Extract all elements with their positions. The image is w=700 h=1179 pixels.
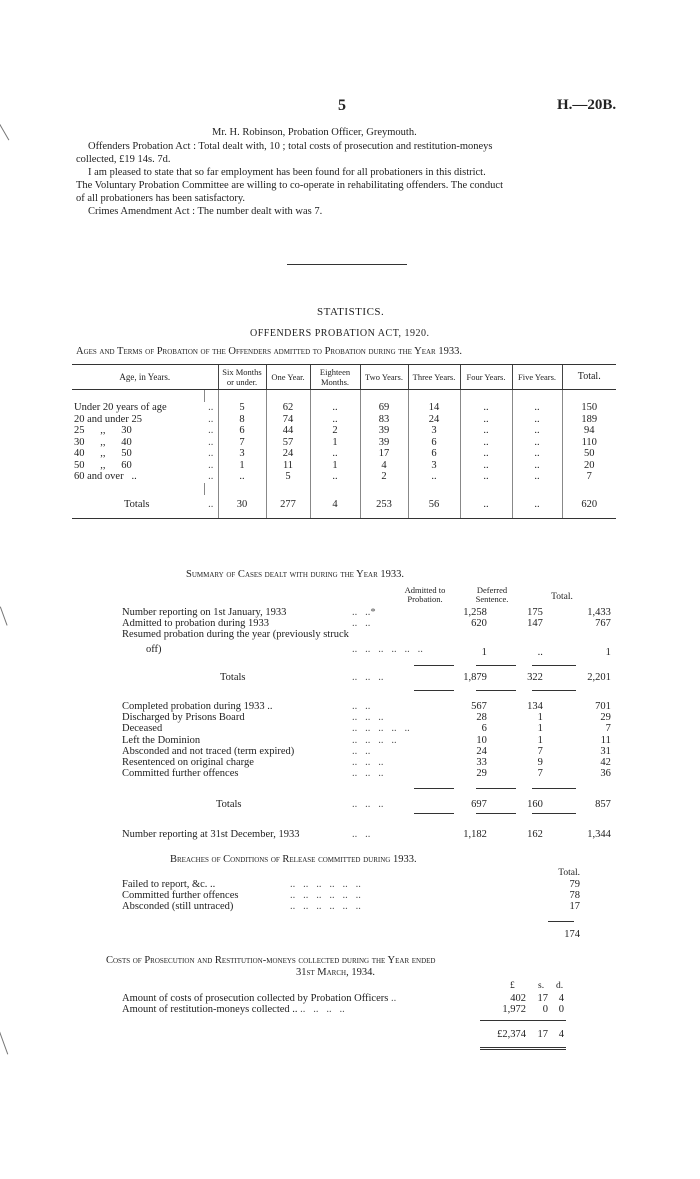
cell: 162 (527, 828, 543, 840)
cell: 33 (476, 757, 487, 769)
cell: 29 (476, 768, 487, 780)
table-row (72, 471, 616, 483)
row-label: Committed further offences (122, 768, 239, 780)
col-header-deferred: Deferred Sentence. (475, 585, 509, 604)
cell: 5 (218, 402, 266, 414)
cell: 1 (481, 646, 487, 658)
cell: 62 (266, 402, 310, 414)
cell: 322 (527, 671, 543, 683)
costs-title: Costs of Prosecution and Restitution-moneys collected during the Year ended (106, 955, 436, 966)
cell: 697 (471, 799, 487, 811)
document-reference: H.—20B. (557, 97, 617, 113)
cell: 767 (595, 618, 611, 630)
table-row (122, 829, 621, 840)
costs-rule (480, 1047, 566, 1048)
col-header-shillings: s. (538, 981, 545, 991)
row-label: Absconded and not traced (term expired) (122, 745, 295, 757)
cell: .. (460, 414, 512, 426)
row-label: Resumed probation during the year (previously struck (122, 629, 349, 641)
cell: 0 (558, 1004, 564, 1016)
cell: .. (208, 459, 214, 471)
cell: 857 (595, 799, 611, 811)
cell: .. (310, 402, 360, 414)
cell: 79 (569, 879, 580, 890)
cell: 24 (266, 448, 310, 460)
col-header: One Year. (266, 365, 310, 390)
breaches-total: 174 (564, 929, 580, 940)
cell: 14 (408, 402, 460, 414)
row-label: Left the Dominion (122, 734, 201, 746)
col-header: Three Years. (408, 365, 460, 390)
leader-dots: .. .. .. (352, 768, 384, 780)
row-label: Totals (220, 671, 246, 683)
cell: .. (512, 448, 562, 460)
row-label: Number reporting on 1st January, 1933 (122, 607, 287, 618)
cell: 57 (266, 437, 310, 449)
cell: Totals (72, 495, 204, 519)
cell: 110 (562, 437, 616, 449)
table-row (122, 712, 621, 723)
cell: .. (537, 646, 543, 658)
cell: 50 (562, 448, 616, 460)
table-row (72, 414, 616, 426)
row-label: Discharged by Prisons Board (122, 712, 245, 724)
margin-mark (0, 1030, 14, 1055)
cell: 94 (562, 425, 616, 437)
row-label-text: off) (146, 643, 162, 655)
cell: 6 (218, 425, 266, 437)
leader-dots: .. .. (352, 701, 371, 713)
table-row (122, 701, 621, 712)
cell: 0 (542, 1004, 548, 1016)
cell: 69 (360, 402, 408, 414)
cell: 175 (527, 607, 543, 618)
cell: £2,374 (497, 1029, 526, 1041)
row-label (122, 641, 352, 658)
cell: 189 (562, 414, 616, 426)
cell: 10 (476, 734, 487, 746)
cell: 78 (569, 890, 580, 902)
cell: Under 20 years of age (74, 402, 167, 413)
row-label: Committed further offences (122, 890, 239, 902)
cell: 1 (537, 723, 543, 735)
col-header-admitted: Admitted to Probation. (404, 585, 446, 604)
cell: 6 (408, 437, 460, 449)
leader-dots: .. .. .. .. (352, 734, 397, 746)
cell: 24 (408, 414, 460, 426)
cell: 39 (360, 437, 408, 449)
row-label: Absconded (still untraced) (122, 901, 234, 913)
cell: .. (208, 436, 214, 448)
cell: 44 (266, 425, 310, 437)
cell: 567 (471, 701, 487, 713)
cell: 160 (527, 799, 543, 811)
act-heading: OFFENDERS PROBATION ACT, 1920. (250, 328, 430, 339)
leader-dots: .. .. .. .. .. .. (290, 879, 361, 890)
col-header: Six Months or under. (218, 365, 266, 390)
cell: 1,182 (463, 828, 487, 840)
cell: 17 (569, 901, 580, 913)
table-row (122, 629, 621, 640)
cell: 1 (218, 460, 266, 472)
cell: 29 (600, 712, 611, 724)
cell: 3 (408, 460, 460, 472)
costs-rule (480, 1020, 566, 1021)
cell: 42 (600, 757, 611, 769)
cell: 7 (218, 437, 266, 449)
cell: 4 (558, 1029, 564, 1041)
table-row (72, 402, 616, 414)
table-row (122, 993, 564, 1004)
leader-dots: .. .. .. (352, 757, 384, 769)
col-header: Two Years. (360, 365, 408, 390)
page-number: 5 (338, 97, 346, 114)
intro-line: Crimes Amendment Act : The number dealt with was 7. (88, 206, 323, 217)
cell: 1,344 (587, 828, 611, 840)
cell: 402 (510, 993, 526, 1004)
cell: .. (460, 425, 512, 437)
cell: 31 (600, 745, 611, 757)
cell: 1 (310, 437, 360, 449)
cell: 9 (537, 757, 543, 769)
table-row (122, 879, 580, 890)
cell: 24 (476, 745, 487, 757)
table-row (122, 746, 621, 757)
cell: .. (208, 471, 214, 482)
breaches-table (122, 879, 580, 913)
cell: 60 and over .. (74, 471, 137, 482)
col-header: Total. (562, 365, 616, 390)
row-label: Failed to report, &c. .. (122, 879, 216, 890)
table-row (122, 607, 621, 618)
cell: .. (460, 448, 512, 460)
cell: 7 (537, 768, 543, 780)
costs-rule (480, 1049, 566, 1050)
leader-dots: .. .. .. (352, 799, 384, 811)
row-label (122, 1004, 472, 1015)
cell: 253 (360, 495, 408, 519)
cell: .. (218, 471, 266, 483)
cell: 6 (408, 448, 460, 460)
col-header: Eighteen Months. (310, 365, 360, 390)
cell: 28 (476, 712, 487, 724)
cell: 25 ,, 30 (74, 425, 132, 436)
cell: .. (310, 448, 360, 460)
ages-table (72, 364, 616, 519)
cell: 83 (360, 414, 408, 426)
cell: 3 (218, 448, 266, 460)
cell: 40 ,, 50 (74, 448, 132, 459)
cell: .. (408, 471, 460, 483)
leader-dots: .. ..* (352, 607, 376, 618)
cell: .. (512, 471, 562, 483)
cell: 4 (310, 495, 360, 519)
row-label (122, 993, 472, 1004)
costs-title-line2: 31st March, 1934. (296, 967, 375, 978)
totals-row (122, 672, 621, 683)
leader-dots: .. .. .. .. (300, 1004, 345, 1016)
cell: 30 (218, 495, 266, 519)
cell: 1 (537, 712, 543, 724)
leader-dots: .. .. .. .. .. (352, 723, 410, 735)
table-row (122, 890, 580, 901)
cell: 134 (527, 701, 543, 713)
cell: 11 (600, 734, 611, 746)
row-label: Deceased (122, 723, 163, 735)
cell (551, 629, 621, 640)
sum-rule (414, 788, 454, 789)
totals-row (72, 495, 616, 519)
totals-row (122, 1029, 564, 1040)
table-row (122, 723, 621, 734)
cell: 74 (266, 414, 310, 426)
table-row (122, 618, 621, 629)
leader-dots: .. .. .. (352, 712, 384, 724)
cell: 30 ,, 40 (74, 436, 132, 448)
intro-line: collected, £19 14s. 7d. (76, 154, 171, 165)
cell: .. (208, 425, 214, 436)
cell: 7 (562, 471, 616, 483)
cell: 701 (595, 701, 611, 713)
margin-mark (0, 604, 13, 625)
cell: 5 (266, 471, 310, 483)
sum-rule (532, 813, 576, 814)
cell: 3 (408, 425, 460, 437)
margin-mark (0, 120, 15, 141)
cell: 56 (408, 495, 460, 519)
cell: .. (310, 471, 360, 483)
cell: 4 (360, 460, 408, 472)
sum-rule (414, 690, 454, 691)
row-label: Resentenced on original charge (122, 757, 254, 769)
cell: 1,258 (463, 607, 487, 618)
table-row (122, 757, 621, 768)
cell: 2 (360, 471, 408, 483)
intro-line: Offenders Probation Act : Total dealt with, 10 ; total costs of prosecution and restitution-moneys (88, 141, 493, 152)
table-row (122, 1004, 564, 1015)
sum-rule (476, 788, 516, 789)
statistics-heading: STATISTICS. (317, 306, 385, 318)
row-label: Admitted to probation during 1933 (122, 618, 269, 630)
leader-dots: .. .. (352, 618, 371, 630)
col-header: Five Years. (512, 365, 562, 390)
table-row (72, 425, 616, 437)
cell (487, 629, 551, 640)
breaches-title: Breaches of Conditions of Release committed during 1933. (170, 854, 417, 865)
table-row (122, 901, 580, 912)
cell: .. (512, 425, 562, 437)
col-header: Age, in Years. (72, 365, 218, 390)
col-header-total: Total. (551, 592, 573, 602)
table-row (122, 735, 621, 746)
officer-heading: Mr. H. Robinson, Probation Officer, Greymouth. (212, 127, 417, 138)
leader-dots: .. .. (352, 828, 371, 840)
cell: 620 (562, 495, 616, 519)
row-label-text: Amount of restitution-moneys collected .. (122, 1004, 298, 1016)
cell: .. (208, 402, 214, 413)
ages-table-header (72, 365, 616, 390)
cell: 6 (481, 723, 487, 735)
sum-rule (532, 665, 576, 666)
cell: 39 (360, 425, 408, 437)
cell: 8 (218, 414, 266, 426)
sum-rule (414, 813, 454, 814)
leader-dots: .. .. .. (352, 671, 384, 683)
breaches-total-header: Total. (558, 868, 580, 878)
intro-line: The Voluntary Probation Committee are willing to co-operate in rehabilitating offenders. The conduct (76, 180, 503, 191)
cell: .. (512, 460, 562, 472)
intro-line: I am pleased to state that so far employment has been found for all probationers in this district. (88, 167, 486, 178)
cell: 277 (266, 495, 310, 519)
summary-title: Summary of Cases dealt with during the Year 1933. (186, 569, 405, 580)
sum-rule (532, 690, 576, 691)
table-row (72, 437, 616, 449)
cell: 7 (605, 723, 611, 735)
sum-rule (476, 813, 516, 814)
cell: 4 (558, 993, 564, 1004)
row-label-text: Amount of costs of prosecution collected by Probation Officers (122, 993, 389, 1004)
cell: .. (460, 460, 512, 472)
col-header-pence: d. (556, 981, 564, 991)
cell: 1,972 (502, 1004, 526, 1016)
cell: 20 and under 25 (74, 413, 142, 425)
cell: 1,879 (463, 671, 487, 683)
cell: .. (460, 437, 512, 449)
cell: 17 (537, 993, 548, 1004)
cell: 17 (537, 1029, 548, 1041)
cell: 1 (605, 646, 611, 658)
cell: .. (460, 495, 512, 519)
sum-rule (414, 665, 454, 666)
cell: 1 (537, 734, 543, 746)
row-label: Totals (216, 799, 242, 811)
totals-row (122, 799, 621, 810)
cell: 2 (310, 425, 360, 437)
cell: .. (512, 402, 562, 414)
cell: 2,201 (587, 671, 611, 683)
cell: .. (512, 495, 562, 519)
cell: .. (208, 448, 214, 459)
cell: 17 (360, 448, 408, 460)
costs-table (122, 993, 564, 1041)
table-row (122, 641, 621, 658)
sum-rule (476, 665, 516, 666)
row-label: Number reporting at 31st December, 1933 (122, 828, 300, 840)
cell: 150 (562, 402, 616, 414)
cell: 11 (266, 460, 310, 472)
cell: 20 (562, 460, 616, 472)
cell: .. (460, 471, 512, 483)
leader-dots: .. .. (352, 745, 371, 757)
leader-dots: .. .. .. .. .. .. (352, 643, 423, 655)
leader-dots: .. (390, 993, 397, 1004)
row-label: Completed probation during 1933 .. (122, 701, 273, 713)
cell: 620 (471, 618, 487, 630)
sum-rule (532, 788, 576, 789)
ages-table-title: Ages and Terms of Probation of the Offenders admitted to Probation during the Year 1933. (76, 346, 462, 357)
table-row (122, 768, 621, 779)
intro-line: of all probationers has been satisfactory. (76, 193, 246, 204)
leader-dots: .. .. .. .. .. .. (290, 901, 361, 913)
table-row (72, 460, 616, 472)
cell: 7 (537, 745, 543, 757)
section-divider (287, 264, 407, 265)
cell: .. (512, 414, 562, 426)
leader-dots: .. .. .. .. .. .. (290, 890, 361, 902)
table-row (72, 448, 616, 460)
cell: .. (512, 437, 562, 449)
cell: 50 ,, 60 (74, 459, 132, 471)
cell: 1 (310, 460, 360, 472)
cell: .. (460, 402, 512, 414)
cell: 36 (600, 768, 611, 780)
summary-table (122, 607, 621, 840)
cell: .. (204, 495, 218, 519)
cell: 1,433 (587, 607, 611, 618)
cell: .. (208, 413, 214, 425)
cell: 147 (527, 618, 543, 630)
cell: .. (310, 414, 360, 426)
cell (423, 629, 487, 640)
sum-rule (476, 690, 516, 691)
col-header: Four Years. (460, 365, 512, 390)
col-header-pounds: £ (510, 981, 515, 991)
breaches-rule (548, 921, 574, 922)
